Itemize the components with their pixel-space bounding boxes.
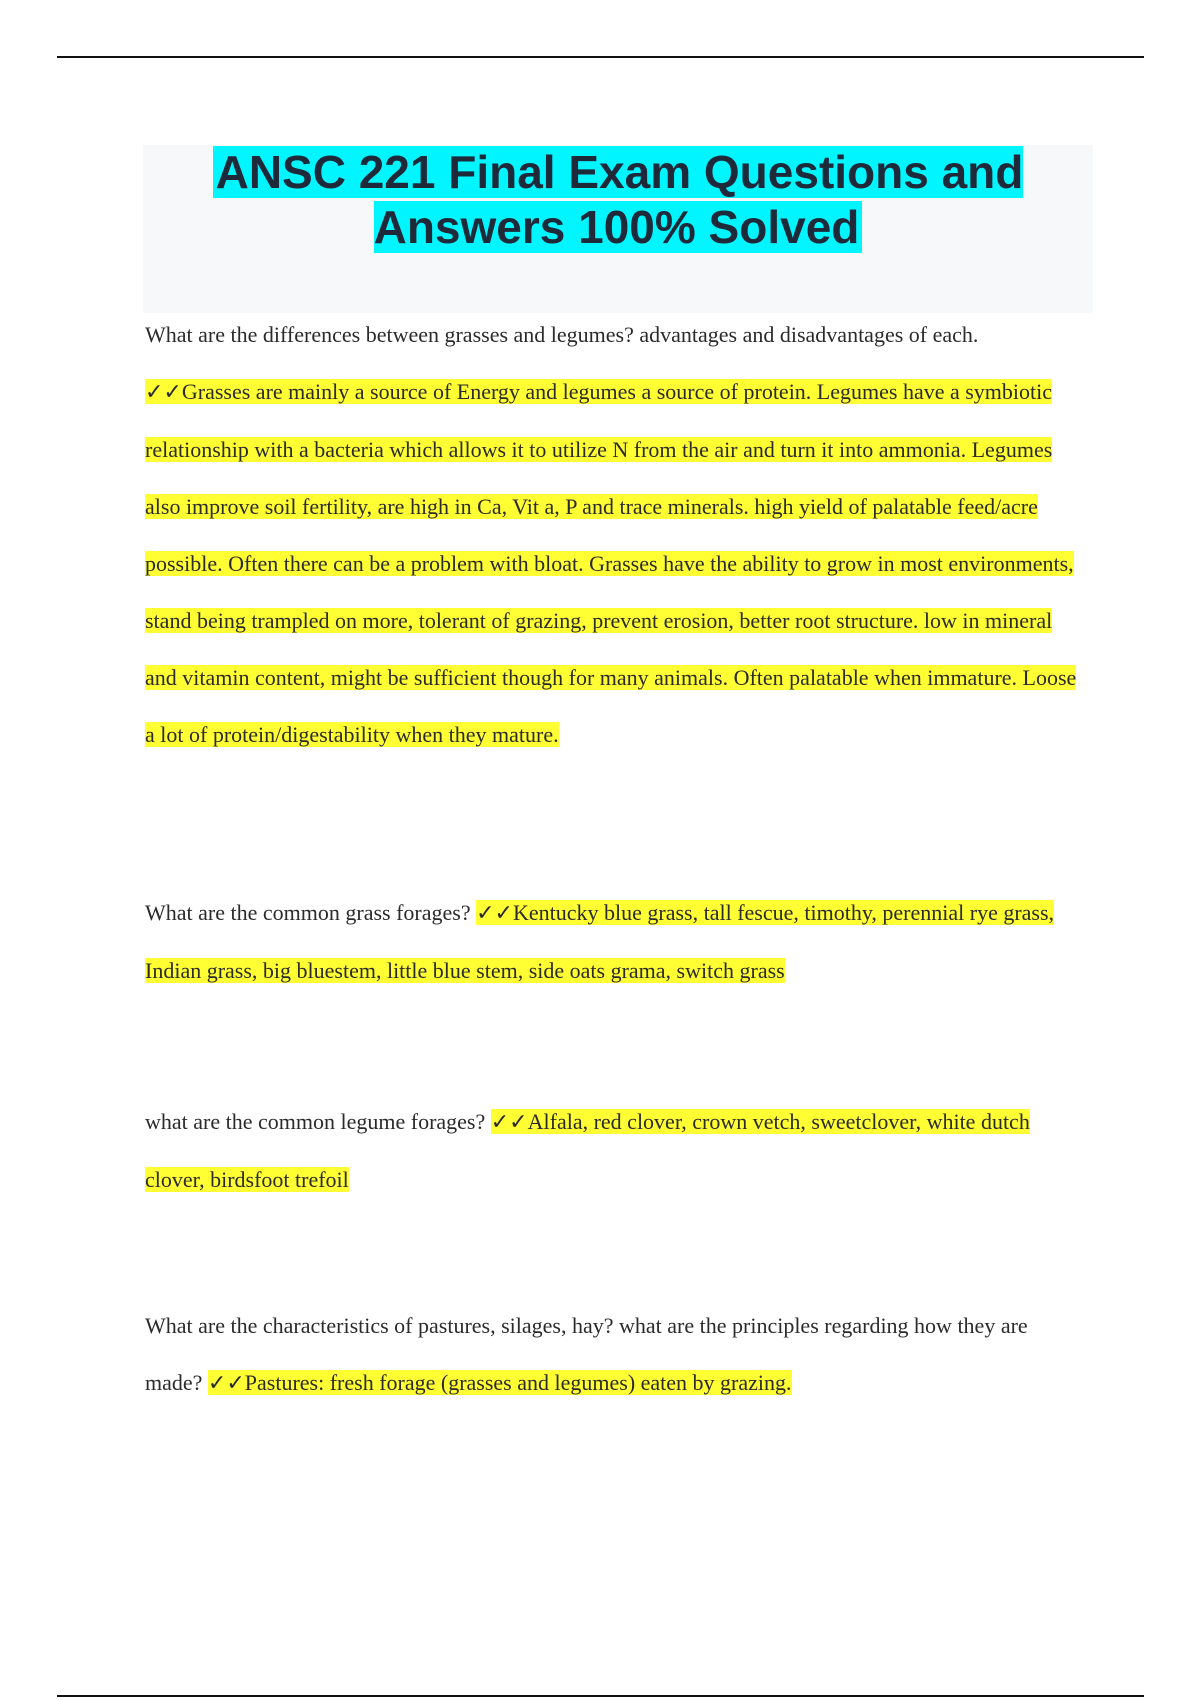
qa-item — [145, 884, 1087, 999]
check-icon: ✓✓ — [476, 901, 513, 926]
title-highlight: ANSC 221 Final Exam Questions and Answers 100% Solved — [213, 146, 1024, 253]
page-title — [143, 145, 1093, 255]
question-text: what are the common legume forages? — [145, 1109, 486, 1134]
question-text: What are the characteristics of pastures, silages, hay? what are the principles regarding how they are made? — [145, 1313, 1028, 1395]
check-icon: ✓✓ — [145, 380, 182, 405]
answer-text — [145, 379, 1076, 747]
top-rule — [57, 56, 1144, 58]
check-icon: ✓✓ — [490, 1110, 528, 1135]
qa-item — [145, 1093, 1087, 1208]
answer-text — [208, 1370, 792, 1395]
title-banner — [143, 145, 1093, 313]
answer-body: Grasses are mainly a source of Energy and legumes a source of protein. Legumes have a symbiotic relationship with a bacteria which allows it to utilize N from the air and turn it into ammonia. Legumes also improve soil fertility, are high in Ca, Vit a, P and trace minerals. high yield of palatable feed/acre possible. Often there can be a problem with bloat. Grasses have the ability to grow in most environments, stand being trampled on more, tolerant of grazing, prevent erosion, better root structure. low in mineral and vitamin content, might be sufficient though for many animals. Often palatable when immature. Loose a lot of protein/digestability when they mature. — [145, 379, 1077, 747]
bottom-rule — [57, 1695, 1144, 1697]
answer-body: Pastures: fresh forage (grasses and legumes) eaten by grazing. — [244, 1370, 792, 1395]
question-text: What are the differences between grasses and legumes? advantages and disadvantages of each. — [145, 322, 979, 347]
question-text: What are the common grass forages? — [145, 900, 471, 925]
qa-item — [145, 306, 1087, 763]
answer-body: Alfala, red clover, crown vetch, sweetclover, white dutch clover, birdsfoot trefoil — [145, 1109, 1030, 1192]
check-icon: ✓✓ — [207, 1371, 245, 1396]
answer-body: Kentucky blue grass, tall fescue, timothy, perennial rye grass, Indian grass, big bluestem, little blue stem, side oats grama, switch grass — [145, 900, 1055, 983]
qa-item — [145, 1297, 1087, 1412]
